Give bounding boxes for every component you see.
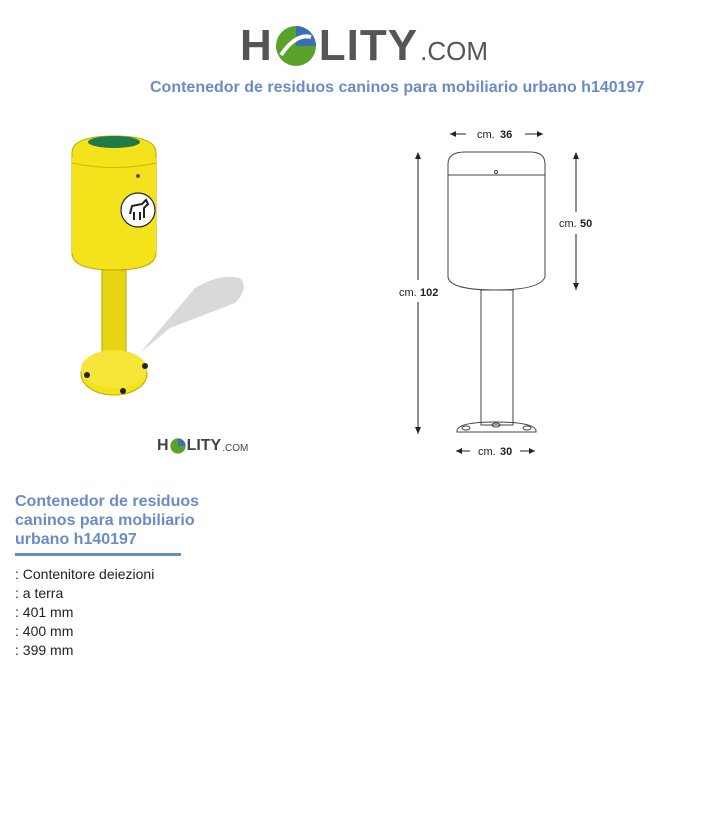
page-title: Contenedor de residuos caninos para mobiliario urbano h140197	[150, 79, 645, 96]
small-logo-letters-lity: LITY	[186, 437, 222, 454]
dim-width-base-value: 30	[500, 446, 513, 458]
logo-suffix: .COM	[420, 36, 488, 66]
spec-row: : a terra	[15, 585, 64, 601]
logo-globe-icon	[275, 25, 317, 67]
dim-height-total-value: 102	[420, 287, 439, 299]
spec-row: : 399 mm	[15, 642, 74, 658]
small-logo-letter-h: H	[157, 437, 169, 454]
dim-width-base-prefix: cm.	[478, 446, 496, 458]
dim-width-top-prefix: cm.	[477, 129, 495, 141]
small-logo-wordmark	[157, 438, 221, 454]
spec-row: : 401 mm	[15, 604, 74, 620]
logo-letters-lity: LITY	[318, 21, 419, 70]
logo-letter-h: H	[240, 21, 273, 70]
dim-height-body-value: 50	[580, 218, 593, 230]
holity-logo[interactable]	[240, 12, 488, 68]
dim-width-top-value: 36	[500, 129, 513, 141]
small-holity-logo	[157, 438, 248, 454]
spec-list	[15, 565, 154, 660]
logo-wordmark	[240, 21, 419, 70]
dim-height-total-prefix: cm.	[399, 287, 417, 299]
dimension-diagram	[390, 122, 610, 462]
dim-height-body-prefix: cm.	[559, 218, 577, 230]
small-logo-suffix: .COM	[222, 443, 249, 454]
spec-row: : Contenitore deiezioni	[15, 566, 155, 582]
spec-row: : 400 mm	[15, 623, 74, 639]
small-logo-globe-icon	[170, 438, 186, 454]
product-title: Contenedor de residuos caninos para mobiliario urbano h140197	[15, 493, 200, 548]
product-image	[60, 128, 260, 408]
title-divider	[15, 553, 181, 556]
